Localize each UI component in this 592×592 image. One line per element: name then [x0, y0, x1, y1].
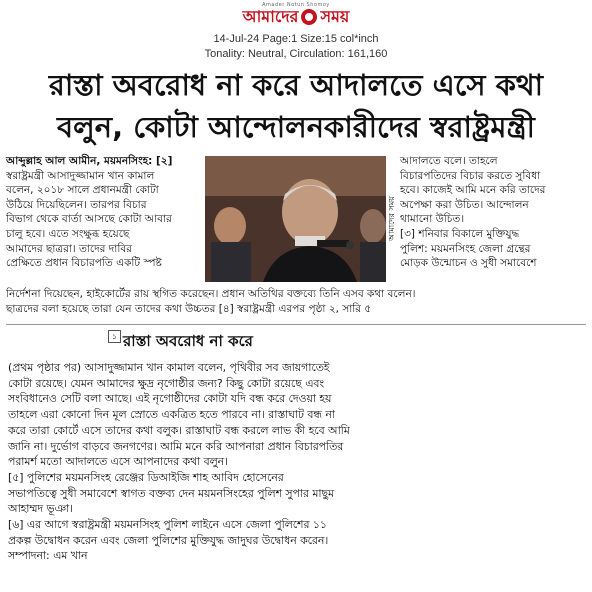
body-line: আহাম্মদ ভূঞা। [8, 502, 73, 516]
left-column-line: বলেন, ২০১৮ সালে প্রধানমন্ত্রী কোটা [6, 184, 159, 197]
body-line: জানি না। দুর্ভোগ বাড়বে জনগণের। আমি মনে করি আপনারা প্রধান বিচারপতির [8, 439, 344, 453]
masthead [0, 0, 592, 30]
body-line: প্রকল্প উদ্বোধন করেন এবং জেলা পুলিশের মুক্তিযুদ্ধ জাদুঘর উদ্বোধন করেন। [8, 533, 329, 547]
continuation-heading [108, 330, 253, 355]
body-line: [৫] পুলিশের ময়মনসিংহ রেঞ্জের ডিআইজি শাহ আবিদ হোসেনের [8, 470, 284, 484]
continuation-marker: ১ [108, 330, 121, 343]
masthead-tagline: Amader Notun Shomoy [262, 2, 330, 8]
left-column-line: আমাদের ছাত্ররা। তাদের দাবির [6, 242, 132, 255]
logo-emblem-icon [301, 9, 317, 25]
body-line: সভাপতিত্বে সুধী সমাবেশে স্বাগত বক্তব্য দেন ময়মনসিংহের পুলিশ সুপার মাছুম [8, 486, 335, 500]
clipping-meta-date: 14-Jul-24 Page:1 Size:15 col*inch [213, 33, 379, 45]
headline-line-2: বলুন, কোটা আন্দোলনকারীদের স্বরাষ্ট্রমন্ত্রী [57, 110, 535, 144]
logo-text-left: আমাদের [242, 7, 299, 26]
right-column-line: হবে। কাজেই আমি মনে করি তাদের [400, 184, 546, 197]
left-column-line: বিভাগ থেকে বার্তা আসছে কোটা আবার [6, 213, 172, 226]
byline: আব্দুল্লাহ আল আমীন, ময়মনসিংহ: [২] [6, 155, 173, 167]
left-column-line: প্রেক্ষিতে প্রধান বিচারপতি একটি স্পষ্ট [6, 257, 162, 270]
right-column-line: অপেক্ষা করা উচিত। আন্দোলন [400, 198, 529, 211]
body-line: [৬] এর আগে স্বরাষ্ট্রমন্ত্রী ময়মনসিংহ পুলিশ লাইনে এসে জেলা পুলিশের ১১ [8, 518, 327, 532]
editor-credit: সম্পাদনা: এম খান [8, 549, 88, 563]
headline-line-1: রাস্তা অবরোধ না করে আদালতে এসে কথা [48, 68, 544, 102]
logo-text-right: সময় [320, 7, 350, 26]
right-column-line: বিচারপতিদের বিচার করতে সুবিধা [400, 169, 541, 182]
article-continuation-note: ছাত্রদের বলা হয়েছে তারা যেন তাদের কথা উচ্চতর [৪] স্বরাষ্ট্রমন্ত্রী এরপর পৃষ্ঠা ২, সারি ৫ [6, 303, 372, 315]
right-column-line: থামানো উচিত। [400, 213, 465, 226]
body-line: (প্রথম পৃষ্ঠার পর) আসাদুজ্জামান খান কামাল বলেন, পৃথিবীর সব জায়গাতেই [8, 361, 330, 374]
section-divider [6, 324, 586, 325]
right-column-line: পুলিশ: ময়মনসিংহ জেলা গ্রন্থের [400, 242, 531, 255]
body-line: কোটা রয়েছে। যেমন আমাদের ক্ষুদ্র নৃগোষ্ঠীর জন্য? কিছু কোটা রয়েছে এবং [8, 376, 325, 390]
body-line: তাহলে এরা কোনো দিন মূল স্রোতে একত্রিত হতে পারবে না। রাস্তাঘাট বন্ধ না [8, 408, 335, 422]
continuation-heading-text: রাস্তা অবরোধ না করে [123, 332, 253, 350]
body-line: সংবিধানেও সেটি বলা আছে। এই নৃগোষ্ঠীদের কোটা যদি বন্ধ করে দেওয়া হয় [8, 392, 332, 406]
left-column [6, 154, 202, 271]
body-line: করে তারা কোর্টে এসে তাদের কথা বলুক। রাস্তাঘাট বন্ধ করলে লাভ কী হবে আমি [8, 423, 350, 437]
right-column [400, 154, 584, 271]
body-line: পরামর্শ মতো আদালতে এসে আপনাদের কথা বলুন। [8, 455, 228, 469]
news-photo [205, 156, 386, 282]
right-column-line: [৩] শনিবার বিকালে মুক্তিযুদ্ধ [400, 227, 520, 240]
left-column-line: উঠিয়ে দিয়েছিলেন। তারপর বিচার [6, 198, 147, 211]
left-column-line: স্বরাষ্ট্রমন্ত্রী আসাদুজ্জামান খান কামাল [6, 169, 155, 182]
left-column-line: চালু হবে। এতে সংক্ষুব্ধ হয়েছে [6, 227, 130, 240]
newspaper-logo [0, 6, 592, 28]
clipping-meta-tonality: Tonality: Neutral, Circulation: 161,160 [204, 48, 388, 60]
article-wide-line: নির্দেশনা দিয়েছেন, হাইকোর্টের রায় স্থগিত করেছেন। প্রধান অতিথির বক্তব্যে তিনি এসব কথা বলেন। [6, 288, 416, 300]
right-column-line: মোড়ক উন্মোচন ও সুধী সমাবেশে [400, 257, 537, 270]
photo-illustration [205, 156, 386, 282]
right-column-line: আদালতে বলে। তাহলে [400, 155, 498, 167]
photo-credit: আমাদের সময় [387, 196, 396, 242]
continuation-body [8, 360, 586, 564]
